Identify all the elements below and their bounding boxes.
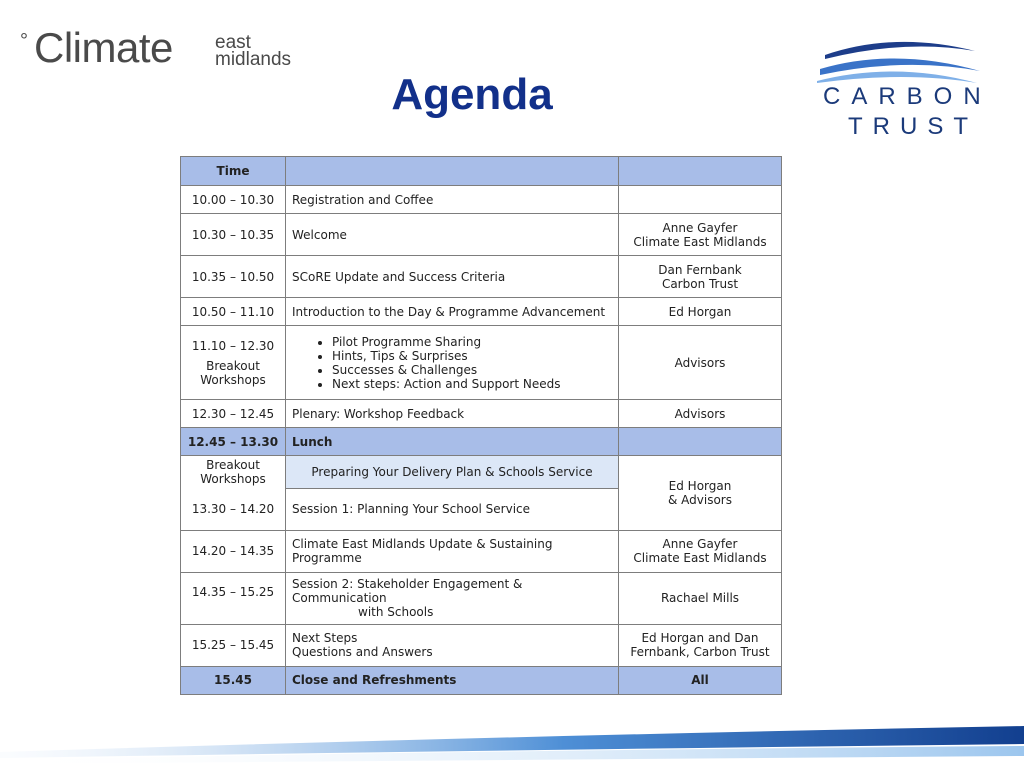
row-who: Ed Horgan: [619, 298, 782, 326]
row-who-line1: Ed Horgan: [668, 478, 732, 493]
row-who: [619, 456, 782, 531]
row-activity: Close and Refreshments: [286, 666, 619, 694]
table-row: [181, 456, 782, 489]
row-time: 15.45: [181, 666, 286, 694]
row-time: 12.45 – 13.30: [181, 428, 286, 456]
row-who-line2: Climate East Midlands: [633, 234, 767, 249]
table-row: [181, 572, 782, 624]
carbon-trust-logo: [815, 33, 992, 140]
header-time: Time: [181, 157, 286, 186]
header-who: [619, 157, 782, 186]
row-time: [181, 456, 286, 489]
row-who: [619, 428, 782, 456]
row-time: 15.25 – 15.45: [181, 624, 286, 666]
footer-swoosh-decoration: [0, 700, 1024, 768]
table-row: [181, 298, 782, 326]
agenda-table: [180, 156, 782, 695]
carbon-trust-word-carbon: CARBON: [823, 83, 992, 110]
row-activity: Plenary: Workshop Feedback: [286, 400, 619, 428]
row-time: 10.00 – 10.30: [181, 186, 286, 214]
row-time: 14.35 – 15.25: [181, 572, 286, 624]
table-row: [181, 214, 782, 256]
table-row-close: [181, 666, 782, 694]
table-row: [181, 326, 782, 400]
row-activity: Lunch: [286, 428, 619, 456]
bullet-item: • Successes & Challenges: [332, 363, 612, 377]
row-who: [619, 186, 782, 214]
row-who: Advisors: [619, 326, 782, 400]
logo-sub-midlands: midlands: [215, 49, 292, 70]
row-time: 10.50 – 11.10: [181, 298, 286, 326]
row-time: 13.30 – 14.20: [181, 488, 286, 530]
row-activity-line1: Next Steps: [292, 631, 358, 645]
row-activity: Introduction to the Day & Programme Advancement: [286, 298, 619, 326]
row-activity: Climate East Midlands Update & Sustaining Programme: [286, 530, 619, 572]
row-time: 10.35 – 10.50: [181, 256, 286, 298]
row-activity-line2: with Schools: [358, 605, 434, 619]
table-row-lunch: [181, 428, 782, 456]
row-activity-line1: Session 2: Stakeholder Engagement & Communication: [292, 577, 523, 605]
header-activity: [286, 157, 619, 186]
table-header-row: [181, 157, 782, 186]
row-who: [619, 530, 782, 572]
row-activity: [286, 624, 619, 666]
table-row: [181, 256, 782, 298]
logo-sub-east: east: [215, 32, 251, 53]
row-time-line2: Workshops: [200, 472, 266, 486]
bullet-item: • Pilot Programme Sharing: [332, 335, 612, 349]
page-title: Agenda: [391, 70, 553, 119]
row-who: [619, 214, 782, 256]
row-activity: [286, 572, 619, 624]
row-who: Advisors: [619, 400, 782, 428]
row-activity: SCoRE Update and Success Criteria: [286, 256, 619, 298]
table-row: [181, 624, 782, 666]
row-who: [619, 256, 782, 298]
bullet-item: • Hints, Tips & Surprises: [332, 349, 612, 363]
row-activity: [286, 326, 619, 400]
row-activity: Registration and Coffee: [286, 186, 619, 214]
logo-sub-text: [215, 34, 291, 68]
row-who-line1: Dan Fernbank: [658, 262, 742, 277]
row-who: Rachael Mills: [619, 572, 782, 624]
row-activity: Welcome: [286, 214, 619, 256]
row-time-line1: 11.10 – 12.30: [191, 338, 275, 353]
row-who-line2: Fernbank, Carbon Trust: [630, 645, 770, 659]
row-who: [619, 624, 782, 666]
row-activity: Preparing Your Delivery Plan & Schools Service: [286, 456, 619, 489]
bullet-item: • Next steps: Action and Support Needs: [332, 377, 612, 391]
row-who-line2: & Advisors: [667, 492, 732, 507]
row-who-line1: Ed Horgan and Dan: [641, 631, 759, 645]
bullet-list: [292, 335, 612, 391]
row-time-line2: Breakout: [206, 358, 260, 373]
row-time-line1: Breakout: [206, 458, 260, 472]
carbon-trust-word-trust: TRUST: [848, 113, 978, 140]
row-who-line2: Climate East Midlands: [633, 551, 767, 565]
row-activity: Session 1: Planning Your School Service: [286, 488, 619, 530]
logo-main-text: Climate: [34, 24, 173, 71]
row-time-line3: Workshops: [200, 372, 266, 387]
row-time: 12.30 – 12.45: [181, 400, 286, 428]
row-activity-line2: Questions and Answers: [292, 645, 433, 659]
carbon-trust-arcs-icon: [815, 33, 980, 83]
row-who-line1: Anne Gayfer: [662, 537, 738, 551]
table-row: [181, 186, 782, 214]
table-row: [181, 530, 782, 572]
row-who-line1: Anne Gayfer: [662, 220, 738, 235]
logo-degree: °: [20, 30, 28, 52]
row-time: [181, 326, 286, 400]
row-who-line2: Carbon Trust: [661, 276, 739, 291]
row-time: 14.20 – 14.35: [181, 530, 286, 572]
row-who: All: [619, 666, 782, 694]
table-row: [181, 400, 782, 428]
row-time: 10.30 – 10.35: [181, 214, 286, 256]
